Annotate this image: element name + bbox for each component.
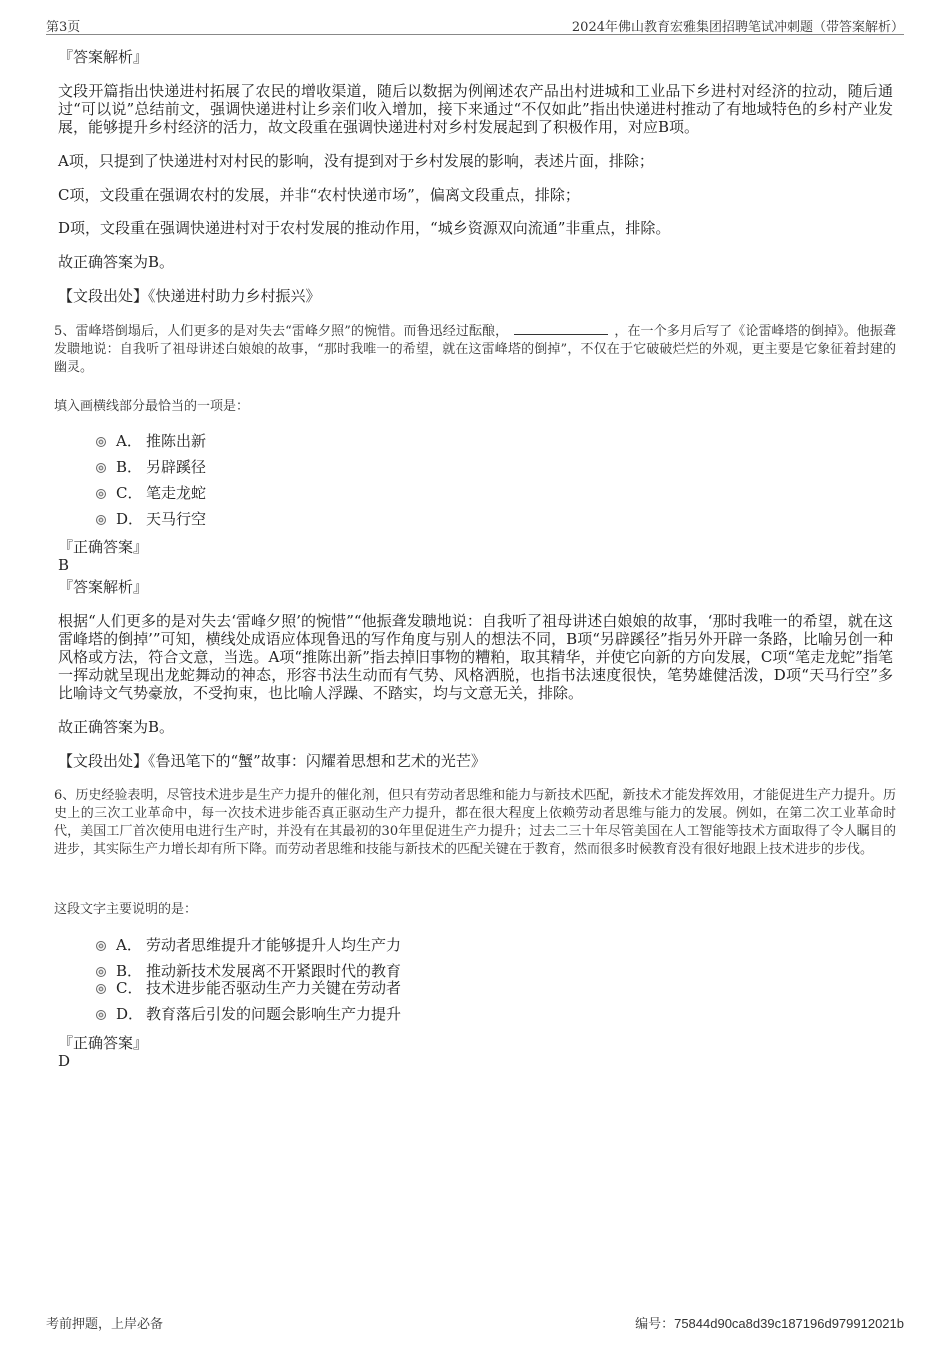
source-citation: 【文段出处】《鲁迅笔下的“蟹”故事：闪耀着思想和艺术的光芒》 xyxy=(58,752,486,770)
q6-option-a[interactable]: A． 劳动者思维提升才能够提升人均生产力 xyxy=(96,936,401,954)
analysis-option-c: C项，文段重在强调农村的发展，并非“农村快递市场”，偏离文段重点，排除； xyxy=(58,186,580,204)
q6-option-c[interactable]: C． 技术进步能否驱动生产力关键在劳动者 xyxy=(96,979,401,997)
correct-answer: B xyxy=(58,556,70,574)
question-5-text-after: ，在一个多月后写了《论雷峰塔的倒掉》。他振聋发聩地说：自我听了祖母讲述白娘娘的故事，“那时我唯一的希望，就在这雷峰塔的倒掉”，不仅在于它破破烂烂的外观，更主要是它象征着封建的幽灵。 xyxy=(54,324,896,375)
correct-answer-label: 『正确答案』 xyxy=(58,1034,149,1052)
question-5-text-before: 5、雷峰塔倒塌后，人们更多的是对失去“雷峰夕照”的惋惜。而鲁迅经过酝酿， xyxy=(54,324,509,339)
document-title: 2024年佛山教育宏雅集团招聘笔试冲刺题（带答案解析） xyxy=(571,20,904,35)
page-header xyxy=(46,14,904,35)
radio-icon[interactable] xyxy=(96,515,106,525)
conclusion: 故正确答案为B。 xyxy=(58,718,175,736)
q5-option-c[interactable]: C． 笔走龙蛇 xyxy=(96,484,206,502)
conclusion: 故正确答案为B。 xyxy=(58,253,175,271)
analysis-label: 『答案解析』 xyxy=(58,578,149,596)
correct-answer-label: 『正确答案』 xyxy=(58,538,149,556)
radio-icon[interactable] xyxy=(96,463,106,473)
correct-answer: D xyxy=(58,1052,71,1070)
question-6-text: 6、历史经验表明，尽管技术进步是生产力提升的催化剂，但只有劳动者思维和能力与新技术匹配，新技术才能发挥效用，才能促进生产力提升。历史上的三次工业革命中，每一次技术进步能否真正驱动生产力提升，都在很大程度上依赖劳动者思维与能力的发展。例如，在第二次工业革命时代，美国工厂首次使用电进行生产时，并没有在其最初的30年里促进生产力提升；过去二三十年尽管美国在人工智能等技术方面取得了令人瞩目的进步，其实际生产力增长却有所下降。而劳动者思维和技能与新技术的匹配关键在于教育，然而很多时候教育没有很好地跟上技术进步的步伐。 xyxy=(54,788,896,857)
question-5-prompt: 填入画横线部分最恰当的一项是： xyxy=(54,399,250,414)
q5-option-d[interactable]: D． 天马行空 xyxy=(96,510,206,528)
document-code: 编号：75844d90ca8d39c187196d979912021b xyxy=(635,1316,904,1332)
radio-icon[interactable] xyxy=(96,941,106,951)
radio-icon[interactable] xyxy=(96,984,106,994)
radio-icon[interactable] xyxy=(96,437,106,447)
q5-option-a[interactable]: A． 推陈出新 xyxy=(96,432,206,450)
q5-option-b[interactable]: B． 另辟蹊径 xyxy=(96,458,206,476)
analysis-option-a: A项，只提到了快递进村对村民的影响，没有提到对于乡村发展的影响，表述片面，排除； xyxy=(58,152,654,170)
source-citation: 【文段出处】《快递进村助力乡村振兴》 xyxy=(58,287,321,305)
analysis-option-d: D项，文段重在强调快递进村对于农村发展的推动作用，“城乡资源双向流通”非重点，排除。 xyxy=(58,219,671,237)
page-footer xyxy=(46,1313,904,1331)
page-number: 第3页 xyxy=(46,20,81,35)
analysis-label: 『答案解析』 xyxy=(58,48,149,66)
q6-option-d[interactable]: D． 教育落后引发的问题会影响生产力提升 xyxy=(96,1005,401,1023)
analysis-paragraph: 文段开篇指出快递进村拓展了农民的增收渠道，随后以数据为例阐述农产品出村进城和工业品下乡进村对经济的拉动，随后通过“可以说”总结前文，强调快递进村让乡亲们收入增加，接下来通过“不仅如此”指出快递进村推动了有地域特色的乡村产业发展，能够提升乡村经济的活力，故文段重在强调快递进村对乡村发展起到了积极作用，对应B项。 xyxy=(58,82,893,136)
question-5-text xyxy=(54,322,896,377)
radio-icon[interactable] xyxy=(96,489,106,499)
footer-slogan: 考前押题，上岸必备 xyxy=(46,1317,164,1332)
q6-option-b[interactable]: B． 推动新技术发展离不开紧跟时代的教育 xyxy=(96,962,401,980)
analysis-paragraph: 根据“人们更多的是对失去‘雷峰夕照’的惋惜”“他振聋发聩地说：自我听了祖母讲述白娘娘的故事，‘那时我唯一的希望，就在这雷峰塔的倒掉’”可知，横线处成语应体现鲁迅的写作角度与别人的想法不同，B项“另辟蹊径”指另外开辟一条路，比喻另创一种风格或方法，符合文意，当选。A项“推陈出新”指去掉旧事物的糟粕，取其精华，并使它向新的方向发展，C项“笔走龙蛇”指笔一挥动就呈现出龙蛇舞动的神态，形容书法生动而有气势、风格洒脱，也指书法速度很快，笔势雄健活泼，D项“天马行空”多比喻诗文气势豪放，不受拘束，也比喻人浮躁、不踏实，均与文意无关，排除。 xyxy=(58,612,893,702)
question-6-prompt: 这段文字主要说明的是： xyxy=(54,902,198,917)
fill-blank-line xyxy=(514,322,608,335)
radio-icon[interactable] xyxy=(96,1010,106,1020)
radio-icon[interactable] xyxy=(96,967,106,977)
